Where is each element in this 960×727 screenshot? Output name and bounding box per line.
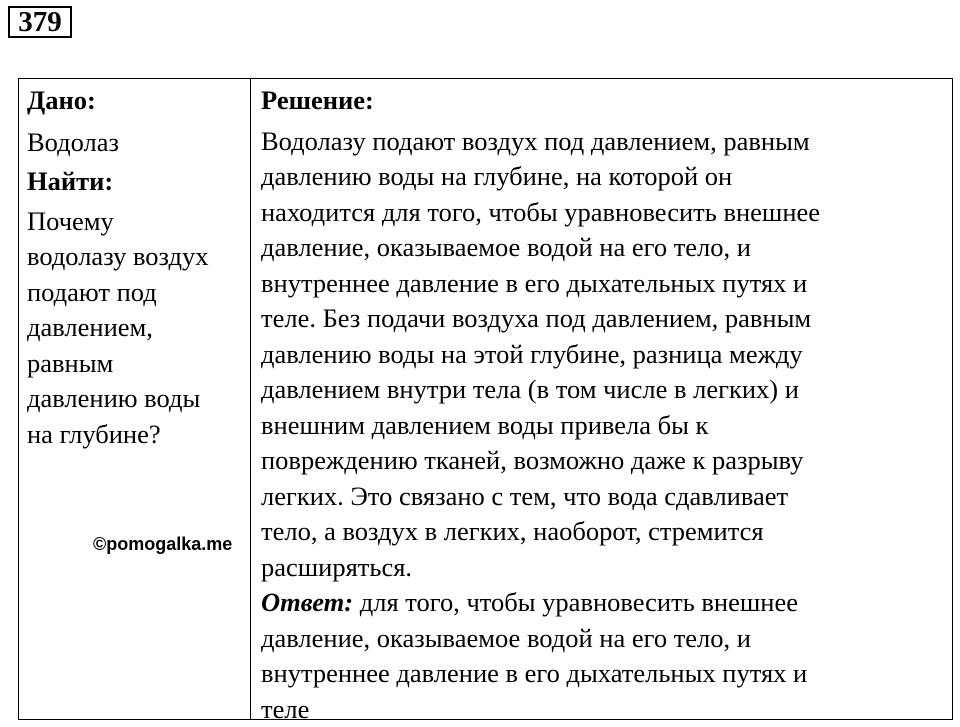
answer-line: давление, оказываемое водой на его тело, и [261, 621, 944, 657]
solution-body [261, 124, 944, 727]
solution-line: легких. Это связано с тем, что вода сдавливает [261, 479, 944, 515]
solution-line: Водолазу подают воздух под давлением, равным [261, 124, 944, 160]
answer-line: внутреннее давление в его дыхательных путях и [261, 656, 944, 692]
given-item: Водолаз [27, 125, 250, 161]
problem-number: 379 [8, 6, 72, 38]
find-heading: Найти: [27, 164, 250, 200]
solution-line: повреждению тканей, возможно даже к разрыву [261, 443, 944, 479]
question-line: давлением, [27, 310, 242, 346]
watermark: ©pomogalka.me [93, 534, 232, 555]
given-heading: Дано: [27, 83, 250, 119]
solution-line: внешним давлением воды привела бы к [261, 408, 944, 444]
solution-line: давлению воды на глубине, на которой он [261, 159, 944, 195]
find-question [27, 204, 242, 453]
answer-first-line [261, 585, 944, 621]
solution-line: внутреннее давление в его дыхательных путях и [261, 266, 944, 302]
solution-line: давление, оказываемое водой на его тело, и [261, 230, 944, 266]
answer-label: Ответ: [261, 587, 353, 617]
question-line: водолазу воздух [27, 239, 242, 275]
question-line: Почему [27, 204, 242, 240]
solution-heading: Решение: [261, 83, 944, 119]
solution-table [18, 78, 953, 720]
solution-line: давлению воды на этой глубине, разница между [261, 337, 944, 373]
solution-line: тело, а воздух в легких, наоборот, стремится [261, 514, 944, 550]
answer-line: теле [261, 692, 944, 727]
given-column [19, 79, 251, 719]
solution-line: находится для того, чтобы уравновесить внешнее [261, 195, 944, 231]
answer-text: для того, чтобы уравновесить внешнее [353, 587, 798, 617]
question-line: равным [27, 346, 242, 382]
question-line: подают под [27, 275, 242, 311]
solution-column [251, 79, 952, 719]
solution-line: теле. Без подачи воздуха под давлением, равным [261, 301, 944, 337]
question-line: давлению воды [27, 381, 242, 417]
question-line: на глубине? [27, 417, 242, 453]
solution-line: расширяться. [261, 550, 944, 586]
solution-line: давлением внутри тела (в том числе в легких) и [261, 372, 944, 408]
